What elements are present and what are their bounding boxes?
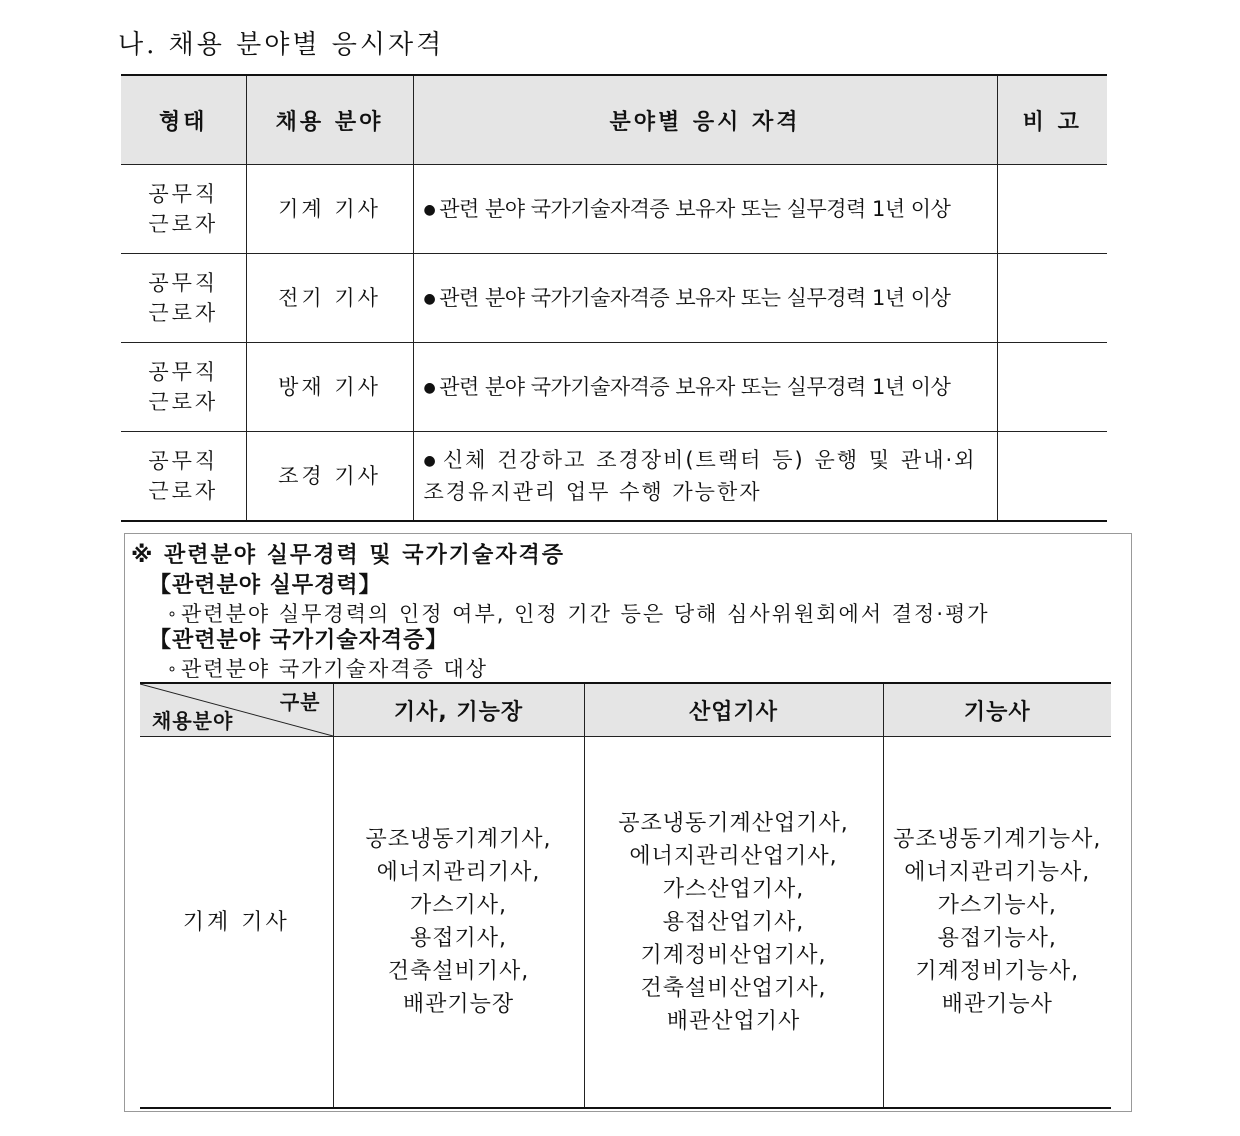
type-line: 근로자 <box>148 301 219 325</box>
cert-item: 가스기사, <box>409 893 507 918</box>
header-type: 형태 <box>121 75 246 165</box>
note-cell <box>997 254 1107 343</box>
cert-item: 용접산업기사, <box>662 909 805 935</box>
cert-item: 에너지관리기능사, <box>904 860 1091 885</box>
cert-item: 에너지관리산업기사, <box>629 843 838 869</box>
recruit-field: 방재 기사 <box>246 343 413 432</box>
qualification-cell <box>413 343 997 432</box>
certificate-item <box>167 653 488 683</box>
qualification-table <box>121 74 1107 522</box>
type-line: 공무직 <box>148 271 219 295</box>
cert-list-industrial-engineer <box>584 737 883 1109</box>
cert-item: 가스산업기사, <box>662 876 805 902</box>
bullet-icon: ● <box>423 379 436 396</box>
cert-item: 기계정비산업기사, <box>640 942 827 968</box>
certificate-table <box>140 682 1111 1109</box>
recruit-field: 조경 기사 <box>246 432 413 522</box>
qualification-cell <box>413 165 997 254</box>
cert-item: 공조냉동기계기사, <box>365 827 552 852</box>
type-line: 공무직 <box>148 182 219 206</box>
cert-item: 용접기사, <box>409 926 507 951</box>
note-cell <box>997 165 1107 254</box>
table-row <box>121 343 1107 432</box>
header-industrial-engineer: 산업기사 <box>584 683 883 737</box>
diag-label-category: 구분 <box>279 690 321 714</box>
cert-item: 에너지관리기사, <box>376 860 541 885</box>
header-engineer: 기사, 기능장 <box>333 683 584 737</box>
cert-item: 건축설비기사, <box>387 959 530 984</box>
header-field: 채용 분야 <box>246 75 413 165</box>
diagonal-header <box>140 683 333 737</box>
certificate-text: 관련분야 국가기술자격증 대상 <box>181 657 489 681</box>
experience-text: 관련분야 실무경력의 인정 여부, 인정 기간 등은 당해 심사위원회에서 결정·평가 <box>181 602 990 626</box>
circle-bullet-icon: ∘ <box>167 659 180 678</box>
cert-list-craftsman <box>883 737 1111 1109</box>
cert-item: 공조냉동기계기능사, <box>893 827 1102 852</box>
diag-label-field: 채용분야 <box>152 709 234 733</box>
cert-item: 배관기능장 <box>402 992 515 1017</box>
cert-field: 기계 기사 <box>140 737 333 1109</box>
header-qualification: 분야별 응시 자격 <box>413 75 997 165</box>
employment-type <box>121 165 246 254</box>
qualification-cell <box>413 254 997 343</box>
note-cell <box>997 343 1107 432</box>
bullet-icon: ● <box>423 201 436 218</box>
table-row <box>121 432 1107 522</box>
recruit-field: 기계 기사 <box>246 165 413 254</box>
header-note: 비 고 <box>997 75 1107 165</box>
section-title: 나. 채용 분야별 응시자격 <box>118 30 445 60</box>
table-row <box>121 254 1107 343</box>
experience-heading: 【관련분야 실무경력】 <box>149 573 382 598</box>
table-row <box>121 165 1107 254</box>
qualification-text: 관련 분야 국가기술자격증 보유자 또는 실무경력 1년 이상 <box>439 285 951 310</box>
cert-row <box>140 737 1111 1109</box>
bullet-icon: ● <box>423 452 439 469</box>
cert-header-row <box>140 683 1111 737</box>
employment-type <box>121 254 246 343</box>
employment-type <box>121 343 246 432</box>
qualification-text: 신체 건강하고 조경장비(트랙터 등) 운행 및 관내·외 조경유지관리 업무 수행 가능한자 <box>423 447 977 504</box>
table-header-row <box>121 75 1107 165</box>
cert-item: 기계정비기능사, <box>915 959 1080 984</box>
cert-item: 배관산업기사 <box>666 1008 801 1034</box>
employment-type <box>121 432 246 522</box>
qualification-text: 관련 분야 국가기술자격증 보유자 또는 실무경력 1년 이상 <box>439 374 951 399</box>
recruit-field: 전기 기사 <box>246 254 413 343</box>
note-cell <box>997 432 1107 522</box>
type-line: 근로자 <box>148 479 219 503</box>
certificate-heading: 【관련분야 국가기술자격증】 <box>149 628 449 653</box>
qualification-text: 관련 분야 국가기술자격증 보유자 또는 실무경력 1년 이상 <box>439 196 951 221</box>
cert-item: 공조냉동기계산업기사, <box>618 810 849 836</box>
cert-item: 가스기능사, <box>937 893 1057 918</box>
type-line: 근로자 <box>148 212 219 236</box>
circle-bullet-icon: ∘ <box>167 604 180 623</box>
qualification-cell <box>413 432 997 522</box>
type-line: 공무직 <box>148 449 219 473</box>
bullet-icon: ● <box>423 290 436 307</box>
type-line: 근로자 <box>148 390 219 414</box>
header-craftsman: 기능사 <box>883 683 1111 737</box>
type-line: 공무직 <box>148 360 219 384</box>
note-title: ※ 관련분야 실무경력 및 국가기술자격증 <box>131 543 566 568</box>
cert-list-engineer <box>333 737 584 1109</box>
cert-item: 건축설비산업기사, <box>640 975 827 1001</box>
cert-item: 배관기능사 <box>941 992 1053 1017</box>
cert-item: 용접기능사, <box>937 926 1057 951</box>
